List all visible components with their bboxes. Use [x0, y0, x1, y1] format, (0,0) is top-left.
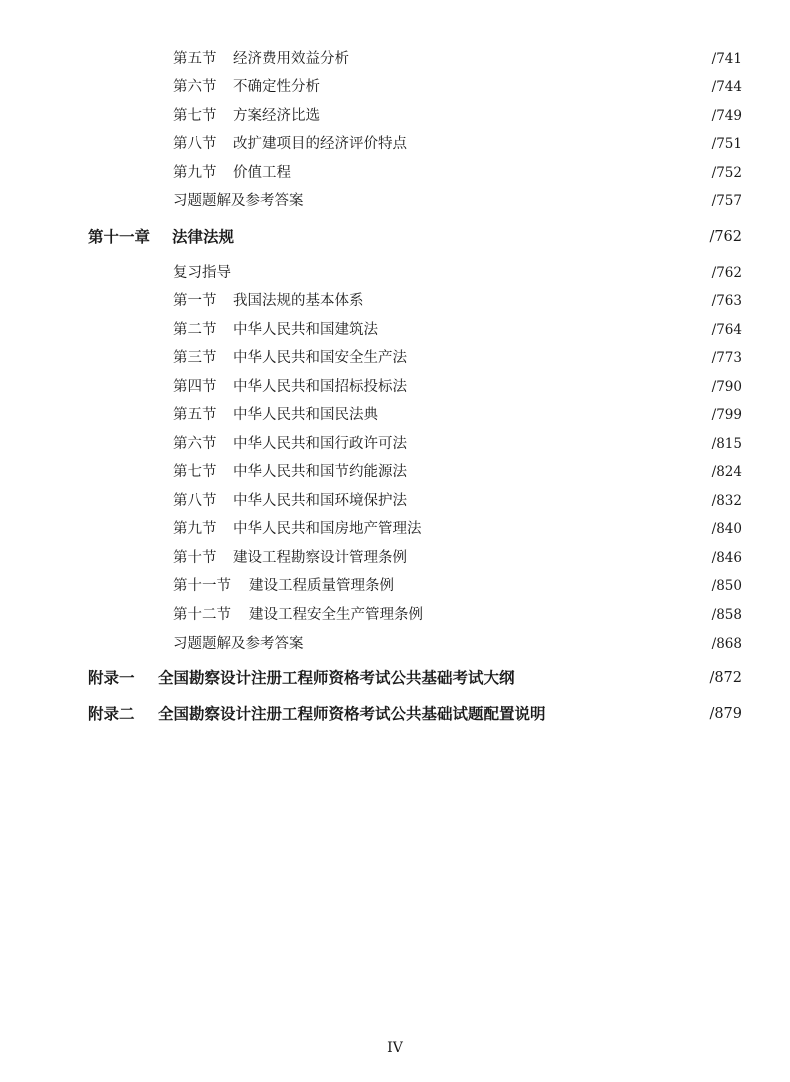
toc-entry[interactable]: [0, 347, 790, 369]
section-title: 中华人民共和国建筑法: [233, 322, 378, 338]
section-label: 第十一节: [173, 578, 231, 594]
page-ref: /868: [711, 636, 742, 652]
page-ref: /744: [711, 79, 742, 95]
page-ref: /749: [711, 108, 742, 124]
toc-entry[interactable]: [0, 162, 790, 184]
page-ref: /832: [711, 493, 742, 509]
appendix-title: 全国勘察设计注册工程师资格考试公共基础试题配置说明: [158, 705, 546, 723]
page-ref: /751: [711, 136, 742, 152]
section-label: 第五节: [173, 51, 217, 67]
section-title: 复习指导: [173, 265, 231, 281]
page-ref: /872: [709, 670, 742, 686]
section-title: 中华人民共和国房地产管理法: [233, 521, 422, 537]
chapter-heading[interactable]: [0, 226, 790, 248]
section-title: 中华人民共和国招标投标法: [233, 379, 407, 395]
page-number: IV: [387, 1040, 403, 1056]
section-label: 第六节: [173, 436, 217, 452]
toc-entry[interactable]: [0, 105, 790, 127]
section-label: 第九节: [173, 521, 217, 537]
toc-entry[interactable]: [0, 290, 790, 312]
toc-entry[interactable]: [0, 461, 790, 483]
section-title: 我国法规的基本体系: [233, 293, 364, 309]
section-title: 中华人民共和国民法典: [233, 407, 378, 423]
toc-entry[interactable]: [0, 518, 790, 540]
section-label: 第六节: [173, 79, 217, 95]
toc-entry[interactable]: [0, 319, 790, 341]
section-title: 方案经济比选: [233, 108, 320, 124]
toc-entry[interactable]: [0, 433, 790, 455]
section-label: 第八节: [173, 493, 217, 509]
toc-entry[interactable]: [0, 404, 790, 426]
appendix-label: 附录二: [88, 705, 135, 723]
appendix-entry[interactable]: [0, 703, 790, 725]
appendix-label: 附录一: [88, 669, 135, 687]
section-label: 第七节: [173, 108, 217, 124]
page-ref: /741: [711, 51, 742, 67]
appendix-entry[interactable]: [0, 667, 790, 689]
section-label: 第三节: [173, 350, 217, 366]
section-label: 第十二节: [173, 607, 231, 623]
page-ref: /799: [711, 407, 742, 423]
appendix-title: 全国勘察设计注册工程师资格考试公共基础考试大纲: [158, 669, 515, 687]
section-label: 第九节: [173, 165, 217, 181]
toc-entry[interactable]: [0, 76, 790, 98]
page-ref: /840: [711, 521, 742, 537]
section-title: 中华人民共和国环境保护法: [233, 493, 407, 509]
toc-entry[interactable]: [0, 262, 790, 284]
chapter-label: 第十一章: [88, 228, 151, 246]
page-ref: /752: [711, 165, 742, 181]
section-title: 习题题解及参考答案: [173, 636, 304, 652]
page-ref: /858: [711, 607, 742, 623]
section-title: 经济费用效益分析: [233, 51, 349, 67]
section-title: 不确定性分析: [233, 79, 320, 95]
section-title: 中华人民共和国安全生产法: [233, 350, 407, 366]
page-ref: /790: [711, 379, 742, 395]
page-ref: /757: [711, 193, 742, 209]
section-label: 第八节: [173, 136, 217, 152]
toc-entry[interactable]: [0, 190, 790, 212]
section-title: 建设工程安全生产管理条例: [249, 607, 423, 623]
page-ref: /762: [711, 265, 742, 281]
toc-entry[interactable]: [0, 575, 790, 597]
toc-entry[interactable]: [0, 604, 790, 626]
page-ref: /762: [709, 229, 742, 245]
section-title: 价值工程: [233, 165, 291, 181]
toc-entry[interactable]: [0, 48, 790, 70]
toc-entry[interactable]: [0, 547, 790, 569]
toc-entry[interactable]: [0, 633, 790, 655]
page-ref: /879: [709, 706, 742, 722]
page-ref: /846: [711, 550, 742, 566]
page-ref: /773: [711, 350, 742, 366]
page-ref: /850: [711, 578, 742, 594]
section-title: 改扩建项目的经济评价特点: [233, 136, 407, 152]
toc-entry[interactable]: [0, 133, 790, 155]
section-title: 习题题解及参考答案: [173, 193, 304, 209]
section-title: 中华人民共和国节约能源法: [233, 464, 407, 480]
section-label: 第五节: [173, 407, 217, 423]
page-ref: /824: [711, 464, 742, 480]
section-label: 第一节: [173, 293, 217, 309]
section-title: 中华人民共和国行政许可法: [233, 436, 407, 452]
section-label: 第二节: [173, 322, 217, 338]
page-ref: /764: [711, 322, 742, 338]
chapter-title: 法律法规: [172, 228, 235, 246]
section-title: 建设工程质量管理条例: [249, 578, 394, 594]
section-label: 第七节: [173, 464, 217, 480]
page-ref: /815: [711, 436, 742, 452]
section-title: 建设工程勘察设计管理条例: [233, 550, 407, 566]
section-label: 第四节: [173, 379, 217, 395]
section-label: 第十节: [173, 550, 217, 566]
toc-entry[interactable]: [0, 376, 790, 398]
toc-entry[interactable]: [0, 490, 790, 512]
page-ref: /763: [711, 293, 742, 309]
